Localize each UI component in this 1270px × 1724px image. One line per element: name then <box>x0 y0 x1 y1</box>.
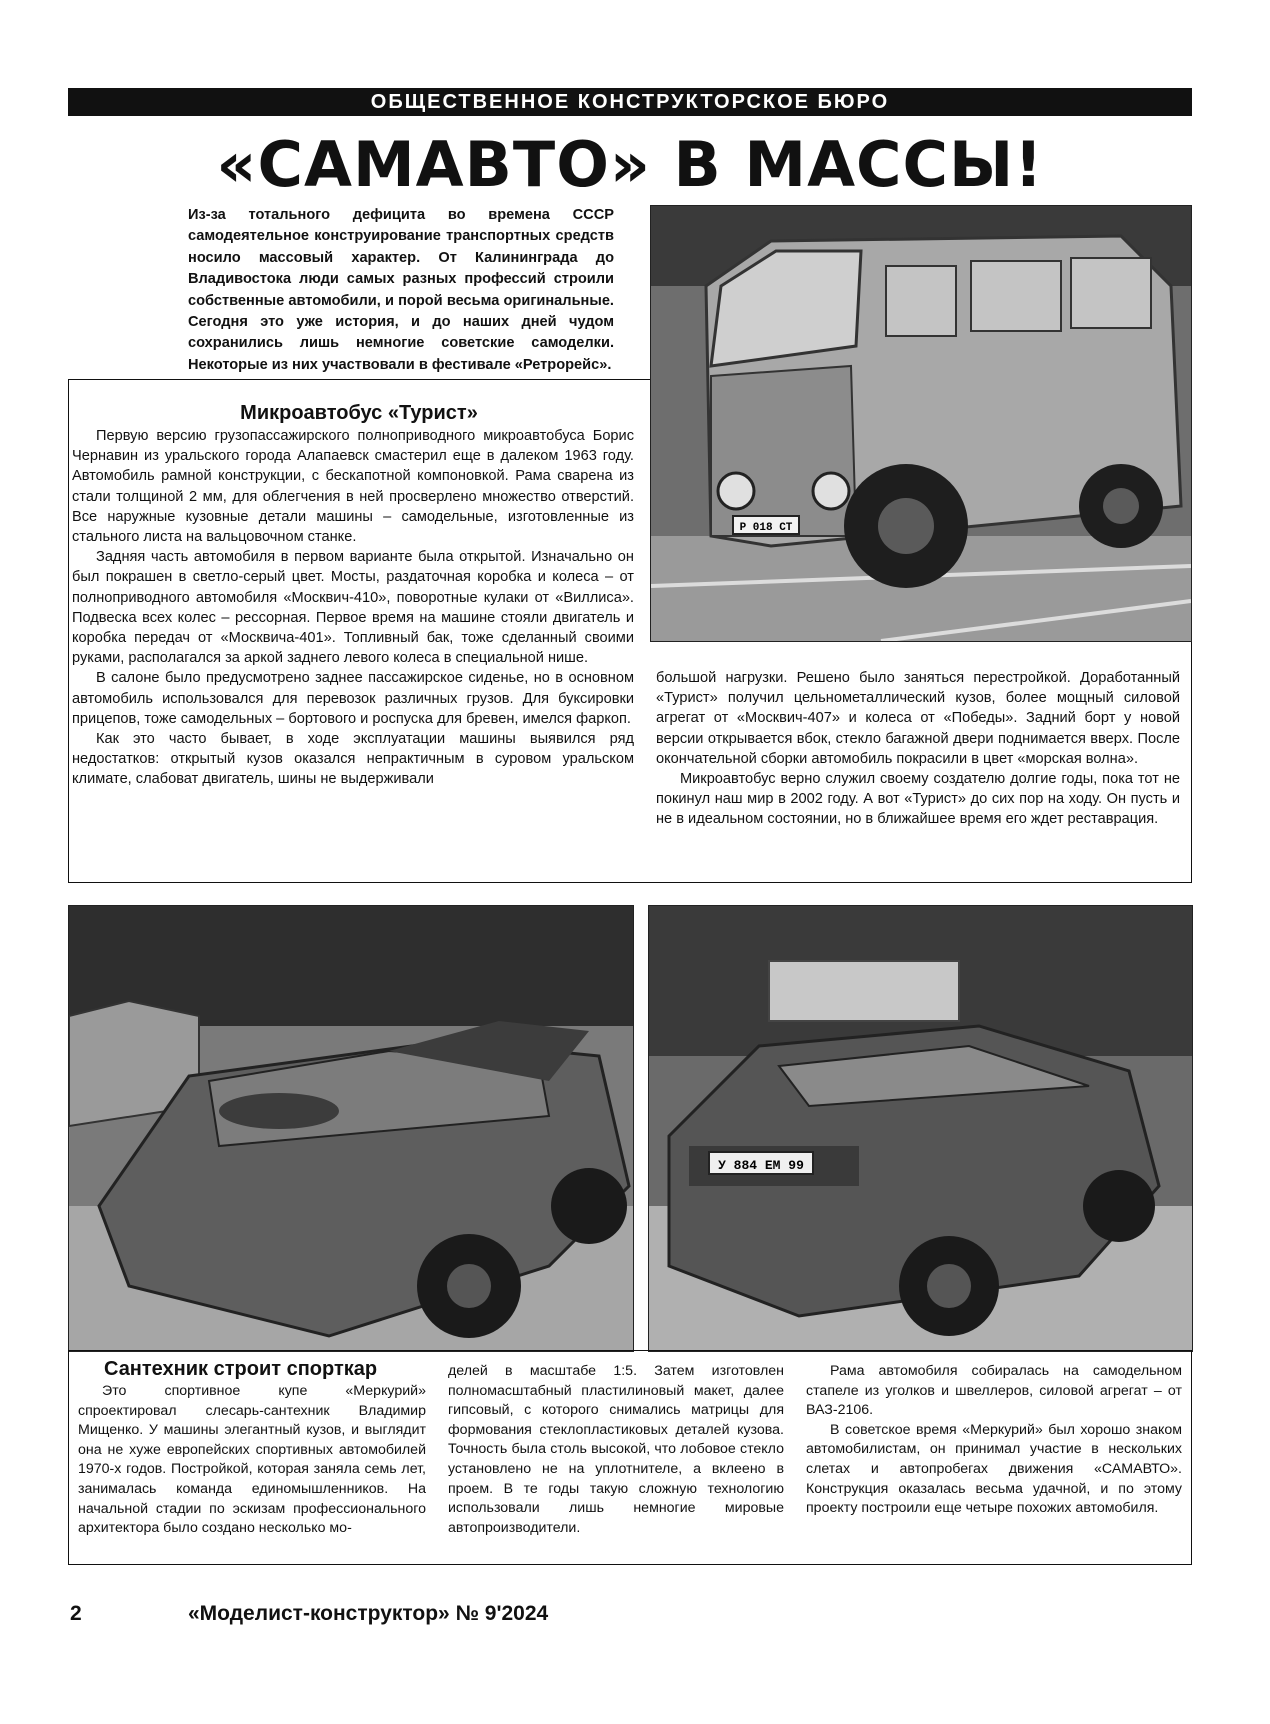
box1-left-border <box>68 379 69 883</box>
van-plate-text: Р 018 СТ <box>739 522 793 534</box>
section2-col2-para: делей в масштабе 1:5. Затем изготовлен полномасштабный пластилиновый макет, далее гипсовый, с которого снимались матрицы для формования стеклопластиковых деталей кузова. Точность была столь высокой, что лобовое стекло установлено не на уплотнителе, а вклеено в проем. В те годы такую сложную технологию использовали лишь немногие мировые автопроизводители. <box>448 1363 784 1536</box>
section1-col1-para: Задняя часть автомобиля в первом варианте была открытой. Изначально он был покрашен в светло-серый цвет. Мосты, раздаточная коробка и колеса – от полноприводного автомобиля «Москвич-410», поворотные кулаки от «Виллиса». Подвеска всех колес – рессорная. Первое время на машине стояли двигатель и коробка передач от «Москвича-401». Топливный бак, тоже сделанный своими руками, располагался за аркой заднего левого колеса в специальной нише. <box>72 549 634 667</box>
article-intro: Из-за тотального дефицита во времена СССР самодеятельное конструирование транспортных средств носило массовый характер. От Калининграда до Владивостока люди самых разных профессий строили собственные автомобили, и порой весьма оригинальные. Сегодня это уже история, и до наших дней чудом сохранились лишь немногие советские самоделки. Некоторые из них участвовали в фестивале «Ретрорейс». <box>188 207 614 373</box>
box1-right-border <box>1191 640 1192 883</box>
car-rear-plate-text: У 884 ЕМ 99 <box>718 1158 804 1173</box>
section2-column3 <box>806 1362 1182 1519</box>
article-title: «САМАВТО» В МАССЫ! <box>216 128 1044 201</box>
section1-col1-para: Как это часто бывает, в ходе эксплуатации машины выявился ряд недостатков: открытый кузов оказался непрактичным в суровом уральском климате, слабоват двигатель, шины не выдерживали <box>72 731 634 788</box>
section1-column1 <box>72 426 634 790</box>
magazine-issue: «Моделист-конструктор» № 9'2024 <box>188 1602 549 1625</box>
section2-column2 <box>448 1362 784 1538</box>
box2-top-border <box>68 1350 1192 1351</box>
section1-col2-para: Микроавтобус верно служил своему создателю долгие годы, пока тот не покинул наш мир в 2002 году. А вот «Турист» до сих пор на ходу. Он пусть и не в идеальном состоянии, но в ближайшее время его ждет реставрация. <box>656 771 1180 828</box>
box2-bottom-border <box>68 1564 1192 1565</box>
section1-col2-para: большой нагрузки. Решено было заняться перестройкой. Доработанный «Турист» получил цельнометаллический кузов, более мощный силовой агрегат от «Москвич-407» и колеса от «Победы». Задний борт у новой версии открывается вбок, стекло багажной двери поднимается вверх. После окончательной сборки автомобиль покрасили в цвет «морская волна». <box>656 670 1180 767</box>
section1-col1-para: Первую версию грузопассажирского полноприводного микроавтобуса Борис Чернавин из уральского города Алапаевск смастерил еще в далеком 1963 году. Автомобиль рамной конструкции, с бескапотной компоновкой. Рама сварена из стали толщиной 2 мм, для облегчения в ней просверлено множество отверстий. Все наружные кузовные детали машины – самодельные, изготовленные из стального листа на вальцовочном станке. <box>72 428 634 546</box>
section2-title: Сантехник строит спорткар <box>104 1358 378 1380</box>
section1-col1-para: В салоне было предусмотрено заднее пассажирское сиденье, но в основном автомобиль использовался для перевозок различных грузов. Для буксировки прицепов, тоже самодельных – бортового и роспуска для бревен, имелся фаркоп. <box>72 670 634 727</box>
box1-top-border <box>68 379 650 380</box>
page-number: 2 <box>70 1602 82 1625</box>
section2-col3-para: В советское время «Меркурий» был хорошо знаком автомобилистам, он принимал участие в нескольких слетах и автопробегах движения «САМАВТО». Конструкция оказалась весьма удачной, и по этому проекту построили еще четыре похожих автомобиля. <box>806 1421 1182 1517</box>
box1-bottom-border <box>68 882 1192 883</box>
section1-title: Микроавтобус «Турист» <box>240 402 478 424</box>
section-banner: ОБЩЕСТВЕННОЕ КОНСТРУКТОРСКОЕ БЮРО <box>68 88 1192 116</box>
section1-column2 <box>656 668 1180 830</box>
box2-left-border <box>68 1350 69 1565</box>
mercury-rear-photo <box>648 905 1193 1352</box>
mercury-front-photo <box>68 905 634 1352</box>
section2-col3-para: Рама автомобиля собиралась на самодельном стапеле из уголков и швеллеров, силовой агрегат – от ВАЗ-2106. <box>806 1363 1182 1419</box>
section2-column1 <box>78 1382 426 1539</box>
section2-col1-para: Это спортивное купе «Меркурий» спроектировал слесарь-сантехник Владимир Мищенко. У машины элегантный кузов, и выглядит она не хуже европейских спортивных автомобилей 1970-х годов. Постройкой, которая заняла семь лет, занималась команда единомышленников. На начальной стадии по эскизам профессионального архитектора было создано несколько мо- <box>78 1383 426 1537</box>
van-photo <box>650 205 1192 642</box>
box2-right-border <box>1191 1350 1192 1565</box>
